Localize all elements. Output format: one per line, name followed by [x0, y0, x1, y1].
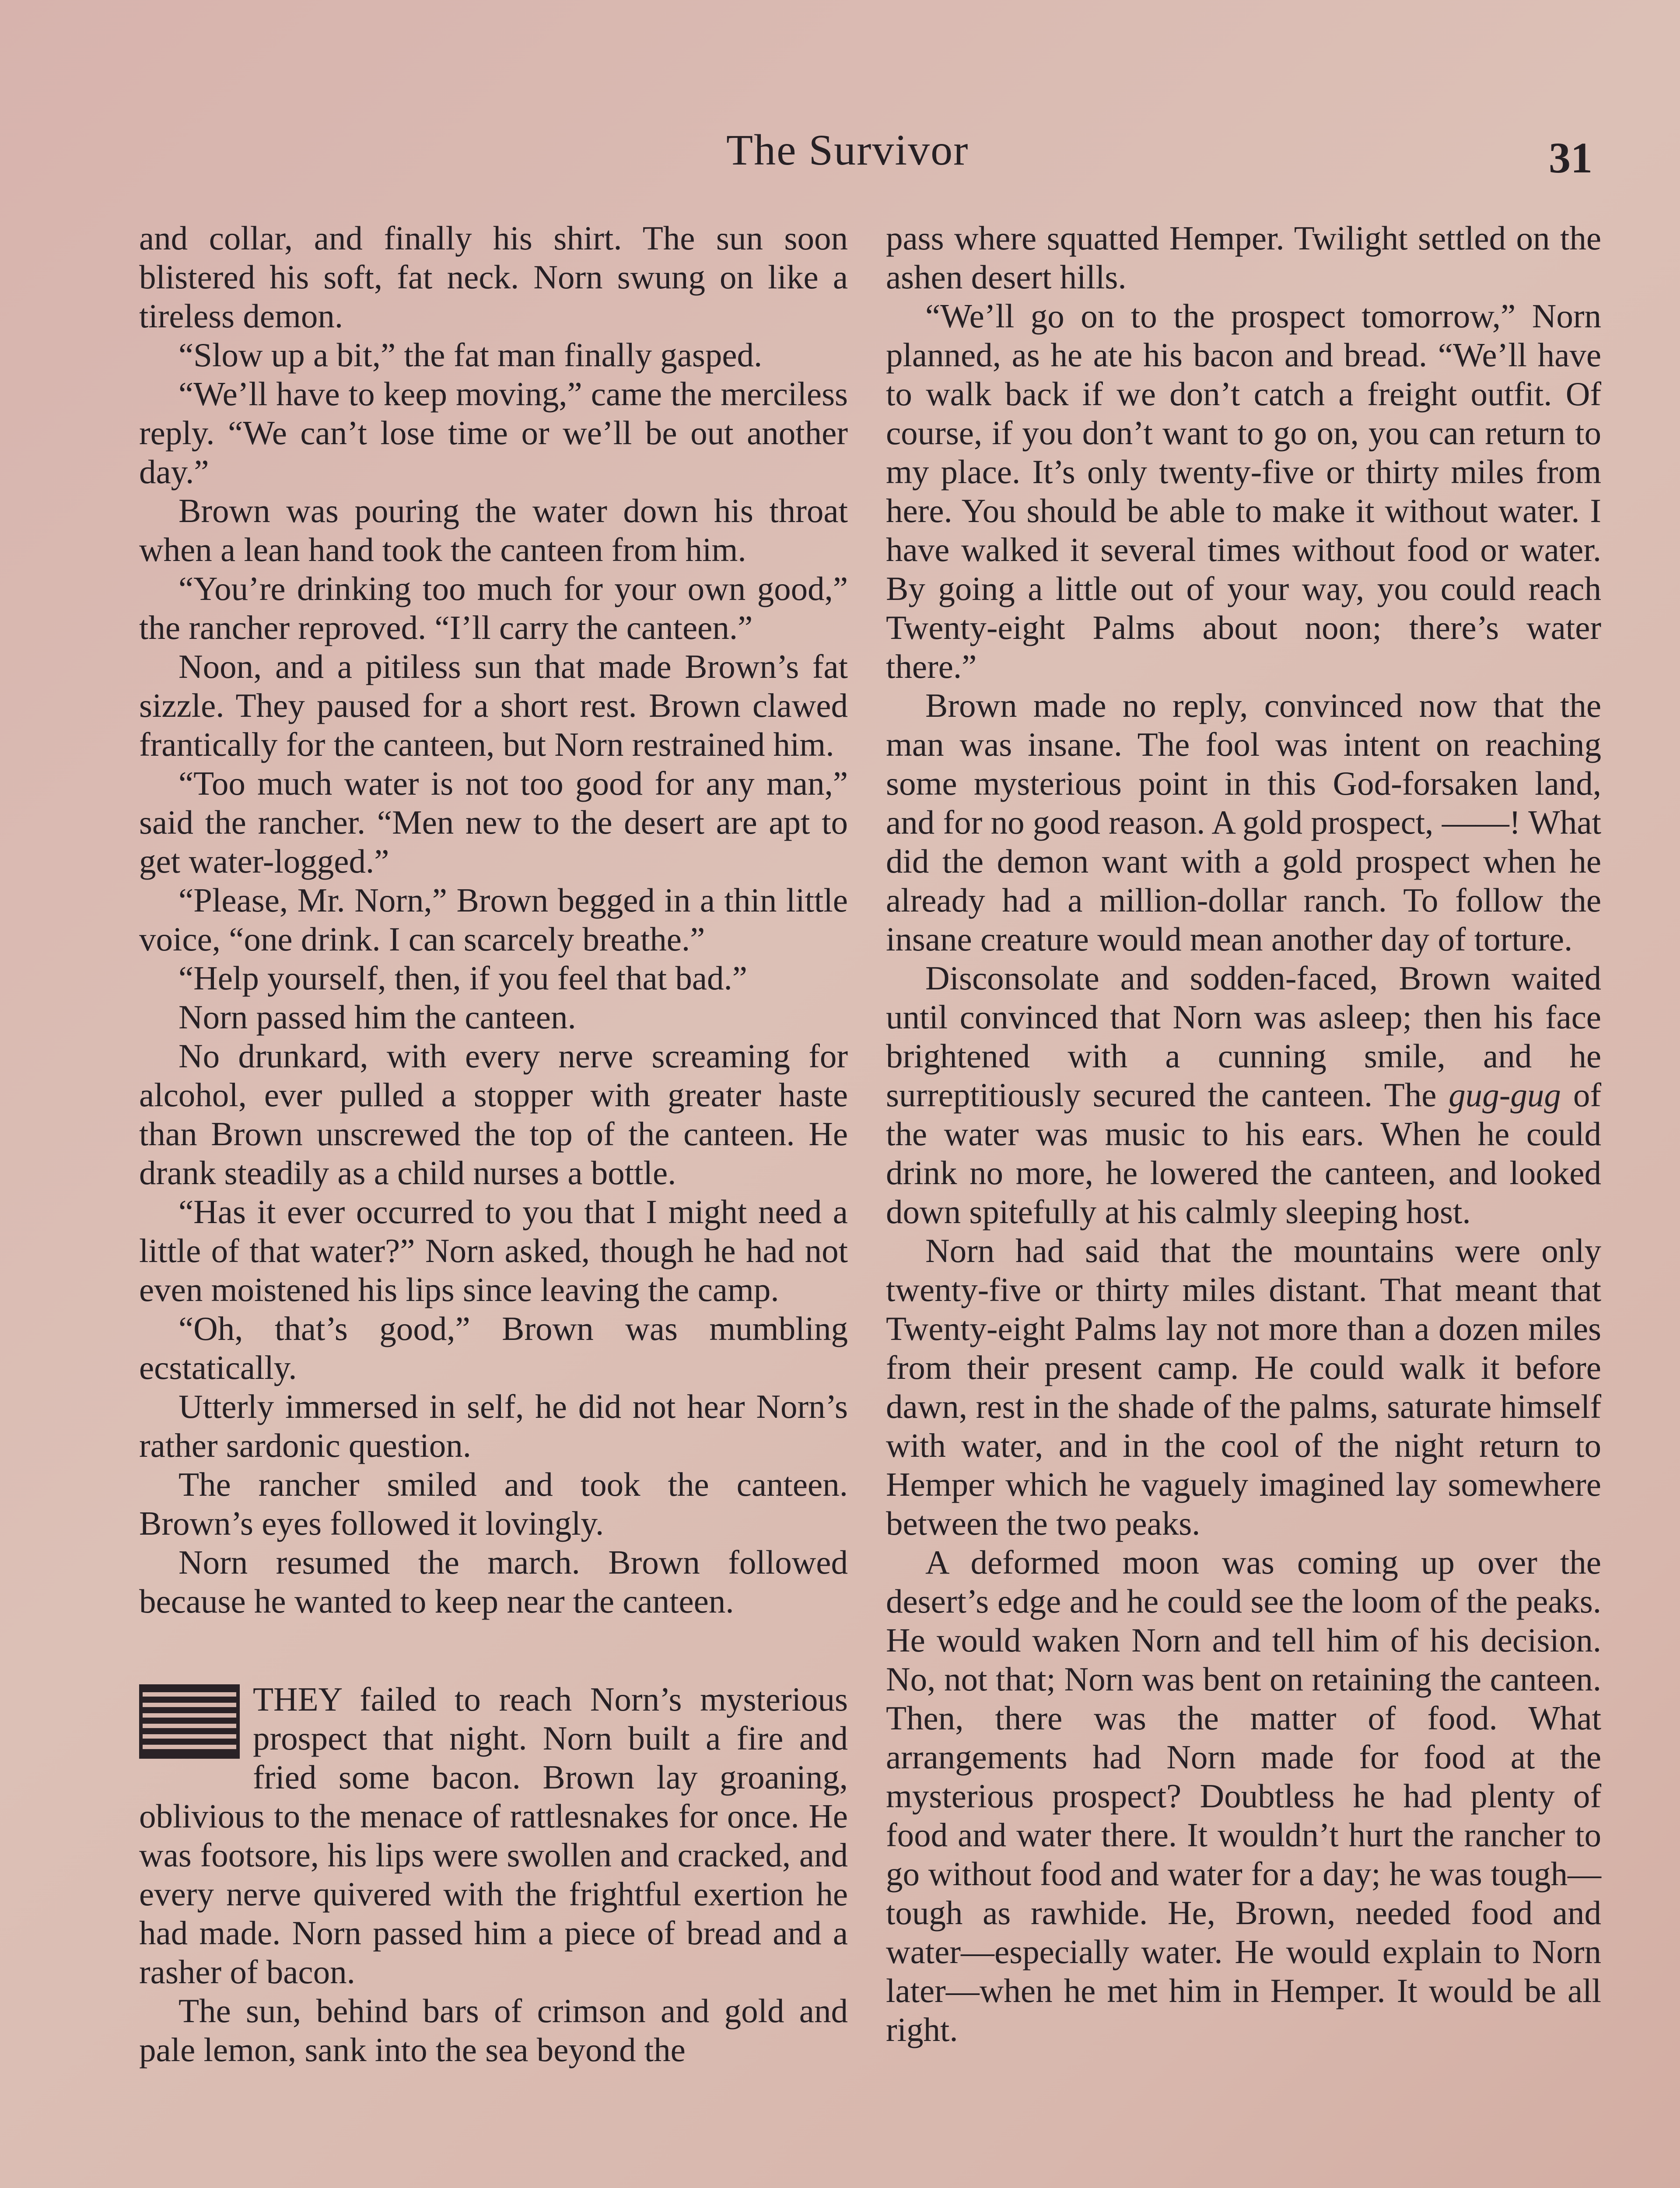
- paragraph: “We’ll go on to the prospect tomorrow,” Norn planned, as he ate his bacon and bread. “We’ll have to walk back if we don’t catch a freight outfit. Of course, if you don’t want to go on, you can return to my place. It’s only twenty-five or thirty miles from here. You should be able to make it without water. I have walked it several times without food or water. By going a little out of your way, you could reach Twenty-eight Palms about noon; there’s water there.”: [886, 297, 1601, 685]
- paragraph: “Slow up a bit,” the fat man finally gasped.: [178, 336, 763, 374]
- paragraph: Utterly immersed in self, he did not hear Norn’s rather sardonic question.: [139, 1388, 848, 1464]
- page-number: 31: [1549, 133, 1592, 182]
- page-header: [0, 125, 1680, 186]
- paragraph: The sun, behind bars of crimson and gold and pale lemon, sank into the sea beyond the: [139, 1992, 848, 2069]
- paragraph-text: Disconsolate and sodden-faced, Brown waited until convinced that Norn was asleep; then his face brightened with a cunning smile, and he surreptitiously secured the canteen. The: [886, 959, 1601, 1114]
- running-title: The Survivor: [726, 126, 969, 174]
- paragraph: Norn resumed the march. Brown followed because he wanted to keep near the canteen.: [139, 1543, 848, 1620]
- paragraph: The rancher smiled and took the canteen. Brown’s eyes followed it lovingly.: [139, 1466, 848, 1542]
- paragraph: [886, 959, 1601, 1231]
- italic-text: gug-gug: [1449, 1076, 1561, 1114]
- paragraph: A deformed moon was coming up over the desert’s edge and he could see the loom of the peaks. He would waken Norn and tell him of his decision. No, not that; Norn was bent on retaining the canteen. Then, there was the matter of food. What arrangements had Norn made for food at the mysterious prospect? Doubtless he had plenty of food and water there. It wouldn’t hurt the rancher to go without food and water for a day; he was tough—tough as rawhide. He, Brown, needed food and water—especially water. He would explain to Norn later—when he met him in Hemper. It would be all right.: [886, 1543, 1601, 2048]
- paragraph: Noon, and a pitiless sun that made Brown’s fat sizzle. They paused for a short rest. Brown clawed frantically for the canteen, but Norn restrained him.: [139, 648, 848, 763]
- left-column: [139, 219, 848, 2069]
- paragraph: Brown was pouring the water down his throat when a lean hand took the canteen from him.: [139, 492, 848, 568]
- paragraph: Norn had said that the mountains were only twenty-five or thirty miles distant. That meant that Twenty-eight Palms lay not more than a dozen miles from their present camp. He could walk it before dawn, rest in the shade of the palms, saturate himself with water, and in the cool of the night return to Hemper which he vaguely imagined lay somewhere between the two peaks.: [886, 1232, 1601, 1542]
- paragraph: and collar, and finally his shirt. The sun soon blistered his soft, fat neck. Norn swung on like a tireless demon.: [139, 219, 848, 335]
- paragraph: No drunkard, with every nerve screaming for alcohol, ever pulled a stopper with greater haste than Brown unscrewed the top of the canteen. He drank steadily as a child nurses a bottle.: [139, 1037, 848, 1192]
- paragraph: “Oh, that’s good,” Brown was mumbling ecstatically.: [139, 1310, 848, 1386]
- paragraph: “We’ll have to keep moving,” came the merciless reply. “We can’t lose time or we’ll be out another day.”: [139, 375, 848, 491]
- paragraph: Norn passed him the canteen.: [178, 998, 576, 1036]
- section-ornament: [139, 1684, 240, 1759]
- paragraph: “Has it ever occurred to you that I might need a little of that water?” Norn asked, though he had not even moistened his lips since leaving the camp.: [139, 1193, 848, 1308]
- section-break: [139, 1621, 848, 1680]
- paragraph: “You’re drinking too much for your own good,” the rancher reproved. “I’ll carry the canteen.”: [139, 570, 848, 646]
- paragraph: “Help yourself, then, if you feel that bad.”: [178, 959, 747, 997]
- section-opening-paragraph: THEY failed to reach Norn’s mysterious prospect that night. Norn built a fire and fried some bacon. Brown lay groaning, oblivious to the menace of rattlesnakes for once. He was footsore, his lips were swollen and cracked, and every nerve quivered with the frightful exertion he had made. Norn passed him a piece of bread and a rasher of bacon.: [139, 1680, 848, 1991]
- paragraph: “Please, Mr. Norn,” Brown begged in a thin little voice, “one drink. I can scarcely breathe.”: [139, 881, 848, 958]
- paragraph-text: of the water was music to his ears. When he could drink no more, he lowered the canteen, and looked down spitefully at his calmly sleeping host.: [886, 1076, 1601, 1231]
- paragraph: Brown made no reply, convinced now that the man was insane. The fool was intent on reaching some mysterious point in this God-forsaken land, and for no good reason. A gold prospect, ——! What did the demon want with a gold prospect when he already had a million-dollar ranch. To follow the insane creature would mean another day of torture.: [886, 687, 1601, 958]
- right-column: [886, 219, 1601, 2049]
- paragraph: “Too much water is not too good for any man,” said the rancher. “Men new to the desert are apt to get water-logged.”: [139, 764, 848, 880]
- paragraph: pass where squatted Hemper. Twilight settled on the ashen desert hills.: [886, 219, 1601, 296]
